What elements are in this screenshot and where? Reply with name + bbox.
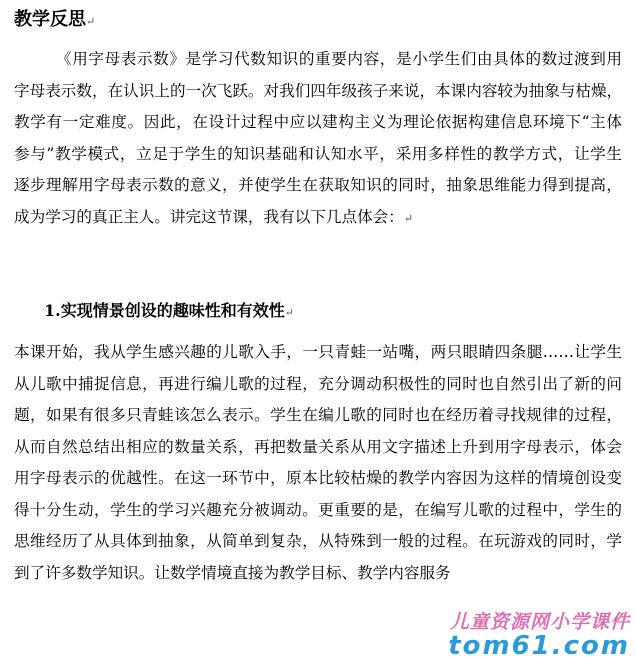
paragraph-mark: ↵ [403, 211, 414, 225]
text-line: 逐步理解用字母表示数的意义，并使学生在获取知识的同时，抽象思维能力得到提高， [14, 176, 622, 194]
text-line [14, 202, 622, 235]
heading-text: 1.实现情景创设的趣味性和有效性 [44, 301, 285, 320]
text-line: 本课开始，我从学生感兴趣的儿歌入手，一只青蛙一站嘴，两只眼睛四条腿……让学生 [14, 343, 622, 361]
text-line: 《用字母表示数》是学习代数知识的重要内容，是小学生们由具体的数过渡到用 [56, 50, 622, 68]
intro-paragraph [14, 44, 622, 234]
text-line: 教学有一定难度。因此，在设计过程中应以建构主义为理论依据构建信息环境下“主体 [14, 113, 622, 131]
text-line: 到了许多数学知识。让数学情境直接为教学目标、教学内容服务 [14, 563, 451, 582]
body-paragraph [14, 337, 622, 589]
text-line: 字母表示数，在认识上的一次飞跃。对我们四年级孩子来说，本课内容较为抽象与枯燥， [14, 81, 623, 100]
text-line: 思维经历了从具体到抽象，从简单到复杂，从特殊到一般的过程。在玩游戏的同时，学 [14, 532, 622, 550]
text-line: 题，如果有很多只青蛙该怎么表示。学生在编儿歌的同时也在经历着寻找规律的过程， [14, 406, 622, 424]
text-line-content: 成为学习的真正主人。讲完这节课，我有以下几点体会： [14, 207, 404, 226]
paragraph-mark: ↵ [284, 306, 294, 319]
paragraph-mark: ↵ [86, 15, 96, 28]
text-line: 得十分生动，学生的学习兴趣充分被调动。更重要的是，在编写儿歌的过程中，学生的 [14, 500, 622, 519]
page-title [14, 8, 95, 34]
watermark-site-name: 儿童资源网小学课件 [449, 611, 630, 633]
site-watermark [400, 607, 632, 661]
section-heading [44, 298, 294, 326]
text-line: 用字母表示的优越性。在这一环节中，原本比较枯燥的教学内容因为这样的情境创设变 [14, 469, 622, 487]
watermark-domain: tom61.com [448, 631, 630, 661]
title-text: 教学反思 [14, 9, 86, 30]
text-line: 从而自然总结出相应的数量关系，再把数量关系从用文字描述上升到用字母表示，体会 [14, 437, 622, 456]
text-line: 参与”教学模式，立足于学生的知识基础和认知水平，采用多样性的教学方式，让学生 [14, 144, 622, 163]
text-line: 从儿歌中捕捉信息，再进行编儿歌的过程，充分调动积极性的同时也自然引出了新的问 [14, 374, 622, 393]
